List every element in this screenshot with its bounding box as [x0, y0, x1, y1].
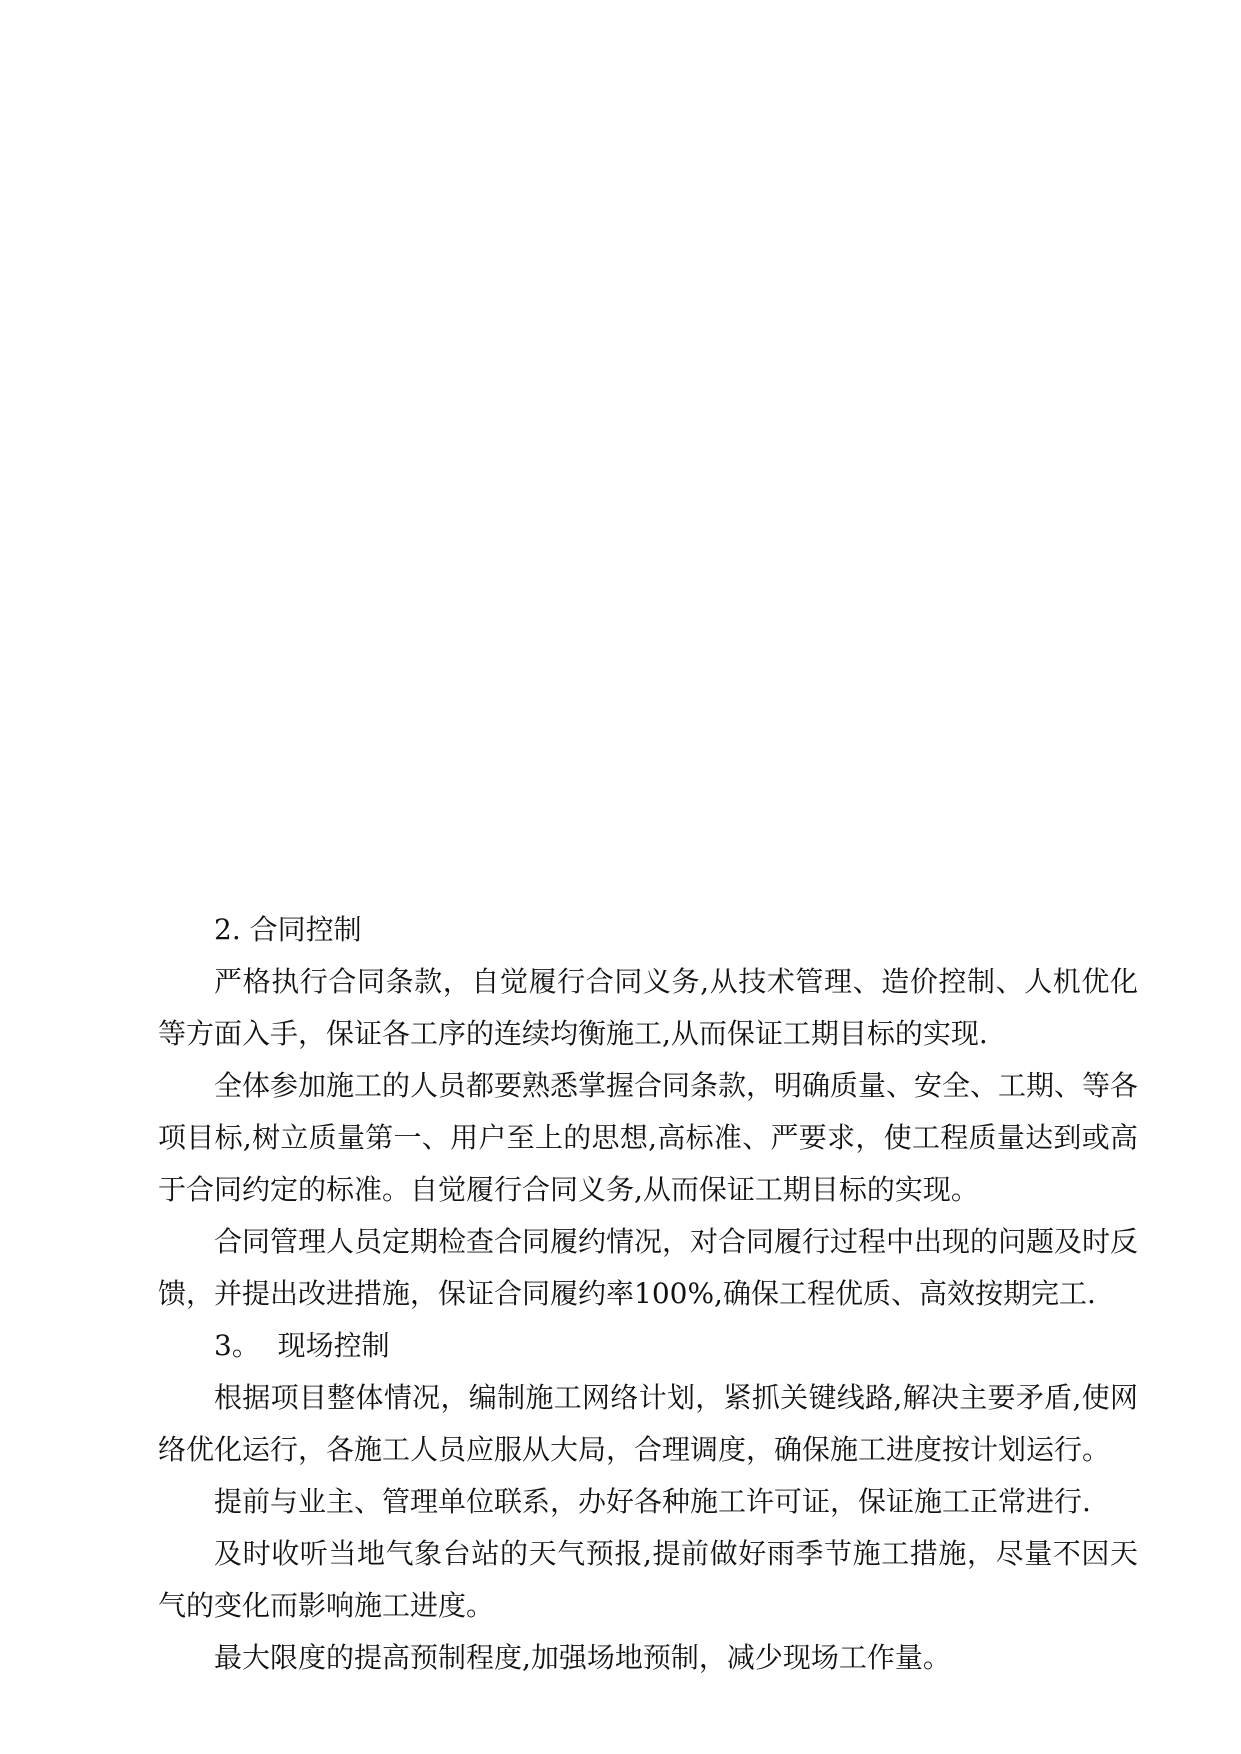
document-body [158, 904, 1138, 1684]
paragraph: 严格执行合同条款，自觉履行合同义务,从技术管理、造价控制、人机优化等方面入手，保证各工序的连续均衡施工,从而保证工期目标的实现. [158, 965, 1138, 1050]
paragraph: 合同管理人员定期检查合同履约情况，对合同履行过程中出现的问题及时反馈，并提出改进措施，保证合同履约率100%,确保工程优质、高效按期完工. [158, 1225, 1139, 1310]
paragraph: 最大限度的提高预制程度,加强场地预制，减少现场工作量。 [214, 1641, 951, 1674]
paragraph: 及时收听当地气象台站的天气预报,提前做好雨季节施工措施，尽量不因天气的变化而影响施工进度。 [158, 1537, 1138, 1622]
section-heading-contract-control: 2. 合同控制 [214, 913, 362, 946]
paragraph: 提前与业主、管理单位联系，办好各种施工许可证，保证施工正常进行. [214, 1485, 1091, 1518]
paragraph: 根据项目整体情况，编制施工网络计划，紧抓关键线路,解决主要矛盾,使网络优化运行，各施工人员应服从大局，合理调度，确保施工进度按计划运行。 [158, 1381, 1138, 1466]
paragraph: 全体参加施工的人员都要熟悉掌握合同条款，明确质量、安全、工期、等各项目标,树立质量第一、用户至上的思想,高标准、严要求，使工程质量达到或高于合同约定的标准。自觉履行合同义务,从而保证工期目标的实现。 [158, 1069, 1139, 1206]
section-heading-site-control: 3。 现场控制 [214, 1329, 390, 1362]
